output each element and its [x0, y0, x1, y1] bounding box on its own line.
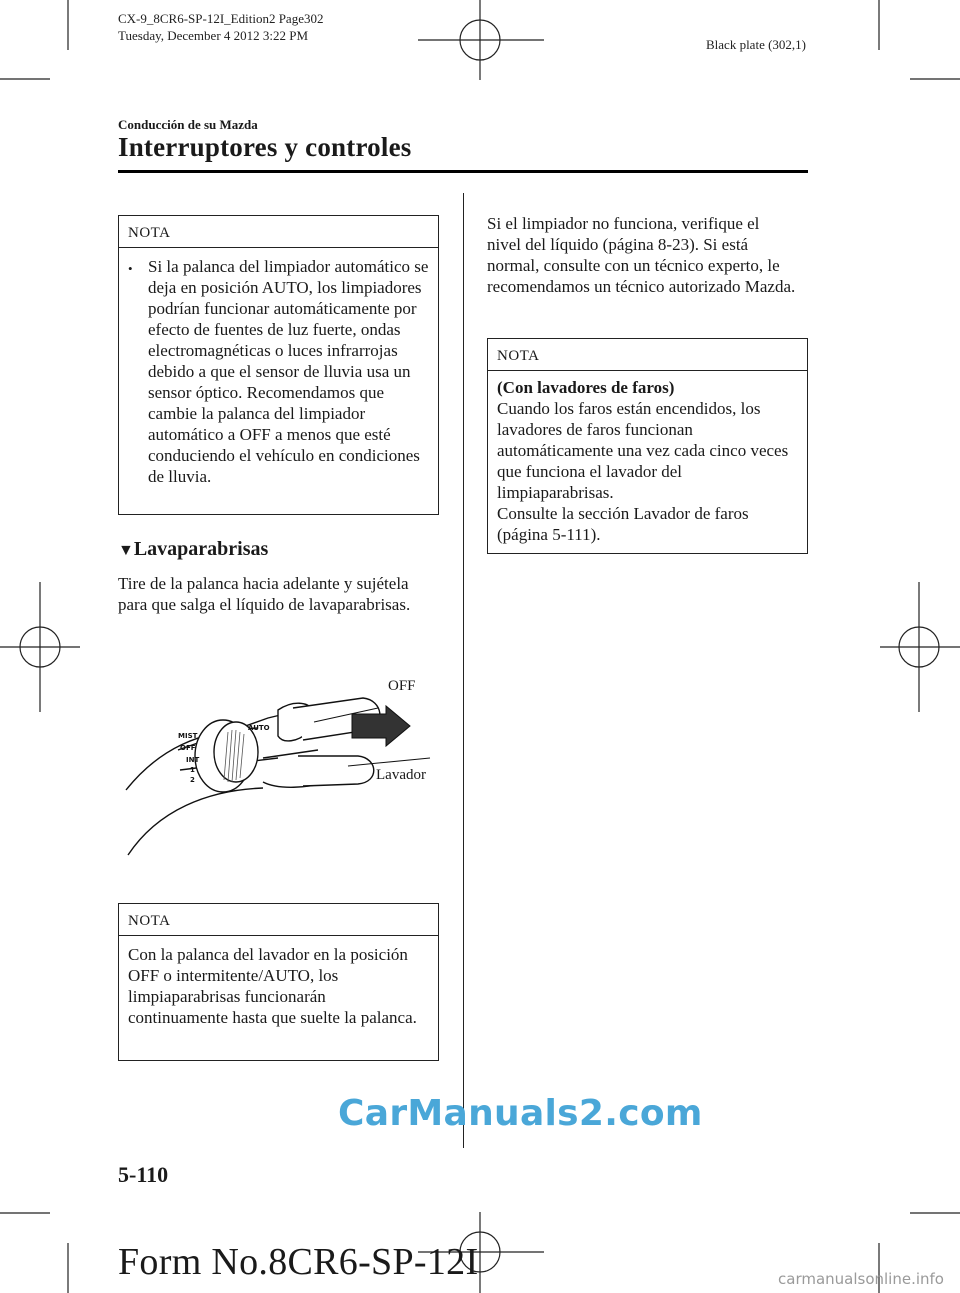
- note-heading: NOTA: [119, 216, 438, 248]
- subsection-heading: [118, 538, 268, 561]
- section-subtitle: Conducción de su Mazda: [118, 117, 258, 132]
- note-subheading: (Con lavadores de faros): [497, 378, 675, 397]
- page-title: Interruptores y controles: [118, 132, 412, 162]
- note-text: Con la palanca del lavador en la posición OFF o intermitente/AUTO, los limpiaparabrisas funcionarán continuamente hasta que suelte la palanca.: [128, 945, 417, 1027]
- dial-mark-2: 2: [190, 776, 195, 784]
- note-heading: NOTA: [488, 339, 807, 371]
- title-rule: [118, 170, 808, 173]
- note-reference: Consulte la sección Lavador de faros (página 5-111).: [497, 504, 749, 544]
- file-info: [118, 10, 323, 44]
- label-washer: Lavador: [376, 767, 426, 783]
- note-heading: NOTA: [119, 904, 438, 936]
- dial-mark-int: INT: [186, 756, 200, 764]
- dial-mark-auto: AUTO: [248, 724, 270, 732]
- file-info-line2: Tuesday, December 4 2012 3:22 PM: [118, 28, 309, 43]
- note-bullet-item: [128, 256, 430, 487]
- dial-mark-off: OFF: [180, 744, 196, 752]
- note-box-auto-wiper: [118, 215, 439, 515]
- file-info-line1: CX-9_8CR6-SP-12I_Edition2 Page302: [118, 11, 324, 26]
- note-bullet-text: Si la palanca del limpiador automático se deja en posición AUTO, los limpiadores podrían funcionar automáticamente por efecto de fuentes de luz fuerte, ondas electromagnéticas o luces infrarrojas debido a que el sensor de lluvia usa un sensor óptico. Recomendamos que cambie la palanca del limpiador automático a OFF a menos que esté conduciendo el vehículo en condiciones de lluvia.: [148, 257, 429, 486]
- plate-label: Black plate (302,1): [706, 37, 806, 52]
- note-box-headlamp-washer: [487, 338, 808, 554]
- troubleshoot-paragraph: Si el limpiador no funciona, verifique el nivel del líquido (página 8-23). Si está normal, consulte con un técnico experto, le recomendamos un técnico autorizado Mazda.: [487, 214, 796, 296]
- dial-mark-mist: MIST: [178, 732, 198, 740]
- dial-mark-1: 1: [190, 766, 195, 774]
- bullet-icon: •: [128, 261, 133, 276]
- label-off: OFF: [388, 678, 416, 694]
- triangle-marker-icon: ▼: [118, 542, 134, 559]
- column-divider: [463, 193, 464, 1148]
- subsection-title: Lavaparabrisas: [133, 538, 269, 560]
- washer-paragraph: Tire de la palanca hacia adelante y sujétela para que salga el líquido de lavaparabrisas.: [118, 574, 411, 614]
- form-number: Form No.8CR6-SP-12I: [118, 1241, 479, 1283]
- watermark-logo: CarManuals2.com: [338, 1093, 703, 1134]
- note-box-washer: [118, 903, 439, 1061]
- note-text: Cuando los faros están encendidos, los lavadores de faros funcionan automáticamente una vez cada cinco veces que funciona el lavador del limpiaparabrisas.: [497, 399, 789, 502]
- site-watermark: carmanualsonline.info: [778, 1270, 944, 1288]
- page-number: 5-110: [118, 1162, 169, 1187]
